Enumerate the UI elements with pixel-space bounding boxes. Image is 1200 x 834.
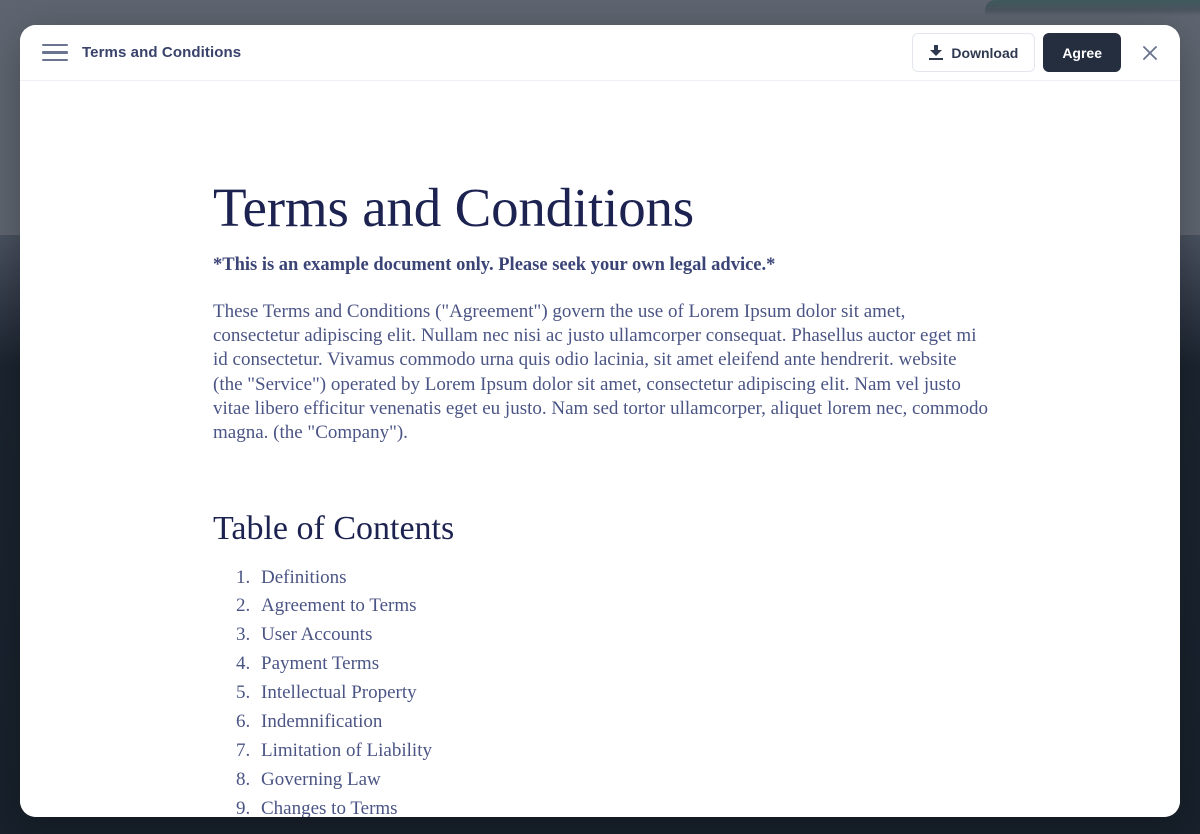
list-item[interactable]: 2. Agreement to Terms [255,592,990,621]
hamburger-line-3 [42,59,68,62]
list-item[interactable]: 8. Governing Law [255,766,990,795]
download-button[interactable] [912,33,1035,72]
table-of-contents-list [213,564,990,817]
hamburger-line-1 [42,44,68,47]
hamburger-menu-icon[interactable] [40,38,70,68]
download-icon-base [929,58,943,60]
list-item[interactable]: 5. Intellectual Property [255,679,990,708]
background-top-accent [985,0,1200,16]
list-item[interactable]: 3. User Accounts [255,621,990,650]
document-title: Terms and Conditions [213,177,695,238]
download-button-label: Download [951,44,1019,61]
list-item[interactable]: 9. Changes to Terms [255,795,990,817]
modal-title: Terms and Conditions [82,44,242,61]
header-actions [912,33,1169,72]
close-button[interactable] [1131,34,1169,72]
document-scroll-area[interactable] [20,81,1180,817]
list-item[interactable]: 1. Definitions [255,564,990,593]
terms-and-conditions-modal [20,25,1180,817]
table-of-contents-heading: Table of Contents [213,510,455,548]
list-item[interactable]: 7. Limitation of Liability [255,737,990,766]
document-intro-paragraph: These Terms and Conditions ("Agreement") govern the use of Lorem Ipsum dolor sit amet, consectetur adipiscing elit. Nullam nec nisi ac justo ullamcorper consequat. Phasellus auctor eget mi id consectetur. Vivamus commodo urna quis odio lacinia, sit amet eleifend ante hendrerit. website (the "Service") operated by Lorem Ipsum dolor sit amet, consectetur adipiscing elit. Nam vel justo vitae libero efficitur venenatis eget eu justo. Nam sed tortor ullamcorper, aliquet lorem nec, commodo magna. (the "Company"). [213,300,988,444]
list-item[interactable]: 4. Payment Terms [255,650,990,679]
hamburger-line-2 [42,51,68,54]
close-icon [1140,43,1160,63]
document-content [20,81,1180,817]
agree-button[interactable]: Agree [1043,33,1121,72]
list-item[interactable]: 6. Indemnification [255,708,990,737]
download-icon [929,45,943,60]
modal-header [20,25,1180,81]
document-subtitle: *This is an example document only. Please seek your own legal advice.* [213,254,776,275]
download-icon-head [930,50,942,56]
